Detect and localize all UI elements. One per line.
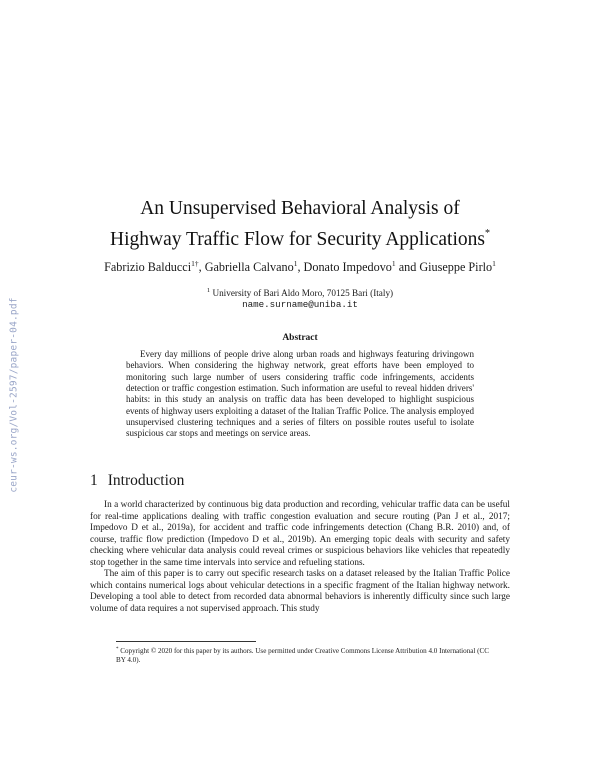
author-3: , Donato Impedovo [297,260,392,274]
author-1: Fabrizio Balducci [104,260,192,274]
paper-title [60,196,540,252]
section-title: Introduction [107,472,185,489]
title-footnote-mark[interactable]: * [485,228,490,239]
author-2-mark: 1 [293,259,298,268]
footnote-divider [116,641,256,642]
author-list [90,256,510,275]
author-1-mark: 1† [191,259,199,268]
author-4-mark: 1 [492,259,496,268]
abstract-heading: Abstract [282,333,318,343]
affiliation-line [110,285,490,299]
footnote-text: Copyright © 2020 for this paper by its authors. Use permitted under Creative Commons License Attribution 4.0 International (CC BY 4.0). [116,647,489,665]
author-3-mark: 1 [391,259,396,268]
section-number: 1 [90,472,98,489]
title-line-1: An Unsupervised Behavioral Analysis of [140,198,460,219]
section-heading [90,472,184,490]
abstract-text: Every day millions of people drive along urban roads and highways featuring drivingown behaviors. When considering the highway network, great efforts have been employed to monitoring such large number of users considering traffic code infringements, accidents detection or traffic congestion estimation. Such information are useful to reveal hidden drivers' habits: in this study an analysis on traffic data has been developed to highlight suspicious events of highway users exploiting a dataset of the Italian Traffic Police. The analysis employed unsupervised clustering techniques and a series of filters on possible routes useful to isolate suspicious car stops and meetings on service areas. [126,349,474,439]
contact-email[interactable]: name.surname@uniba.it [242,299,358,310]
affiliation-mark: 1 [206,287,211,294]
body-paragraph-2: The aim of this paper is to carry out specific research tasks on a dataset released by the Italian Traffic Police which contains numerical logs about vehicular detections in a specific fragment of the Italian highway network. Developing a tool able to detect from recorded data abnormal behaviors is inherently difficulty since such large volume of data requires a not supervised approach. This study [90,569,510,614]
author-4: and Giuseppe Pirlo [395,260,493,274]
title-line-2-text: Highway Traffic Flow for Security Applications [110,229,485,250]
title-line-2 [60,221,540,252]
author-2: , Gabriella Calvano [198,260,294,274]
body-paragraph-1: In a world characterized by continuous big data production and recording, vehicular traffic data can be useful for real-time applications dealing with traffic congestion evaluation and secure routing (Pan J et al., 2017; Impedovo D et al., 2019a), for accident and traffic code infringements detection (Chang B.R. 2010) and, of course, traffic flow prediction (Impedovo D et al., 2019b). An emerging topic deals with security and safety checking where vehicular data analysis could reveal crimes or suspicious behaviors like vehicles that repeatedly stop together in the same time intervals into service and refueling stations. [90,500,510,568]
affiliation [110,285,490,311]
body-text [90,500,510,615]
side-url-stamp[interactable]: ceur-ws.org/Vol-2597/paper-04.pdf [8,297,20,493]
affiliation-text: University of Bari Aldo Moro, 70125 Bari (Italy) [212,288,394,298]
footnote-mark: * [116,647,119,652]
footnote [116,645,496,665]
